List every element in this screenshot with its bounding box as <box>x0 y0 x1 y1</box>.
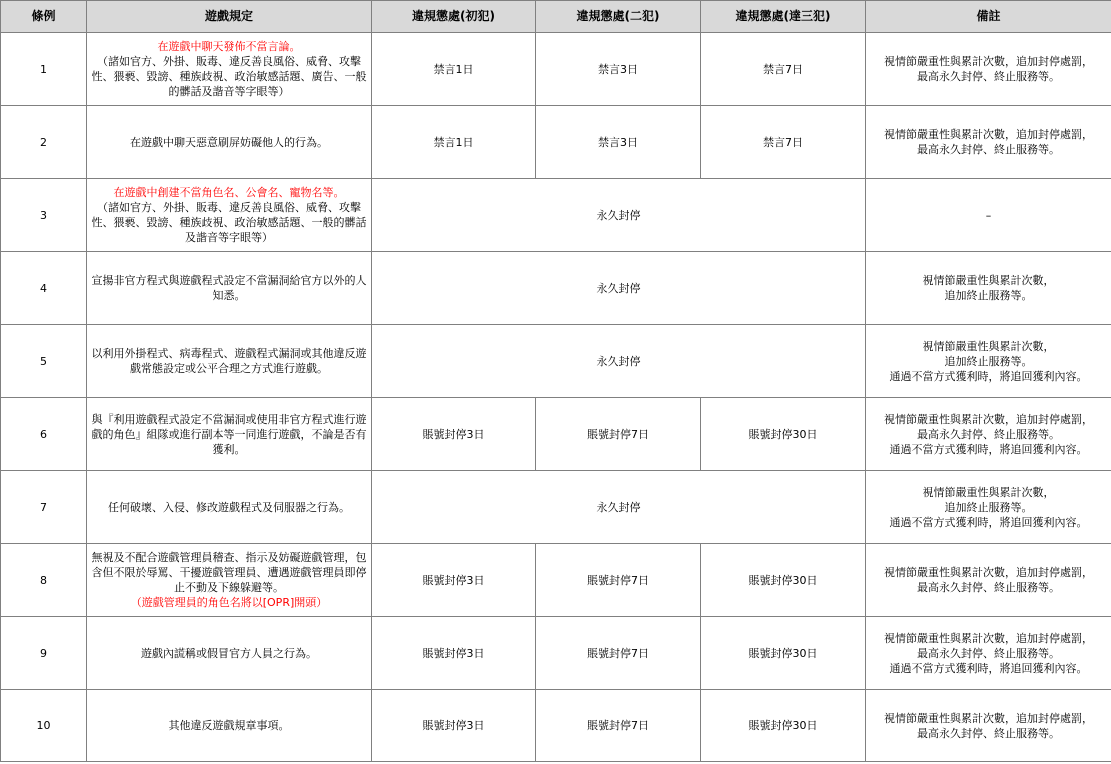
article-number: 9 <box>1 617 87 690</box>
rule-highlight: 在遊戲中聊天發佈不當言論。 <box>157 40 301 53</box>
note-line: 視情節嚴重性與累計次數， <box>922 339 1055 353</box>
note-cell <box>866 690 1111 762</box>
rule-text: 無視及不配合遊戲管理員稽查、指示及妨礙遊戲管理，包含但不限於辱罵、干擾遊戲管理員、遭遇遊戲管理員即停止不動及下線躲避等。 <box>91 551 367 594</box>
note-line: 視情節嚴重性與累計次數，追加封停處罰， <box>884 412 1093 426</box>
note-cell <box>866 252 1111 325</box>
penalty-first: 賬號封停3日 <box>372 398 536 471</box>
penalty-merged: 永久封停 <box>372 471 866 544</box>
note-cell <box>866 33 1111 106</box>
note-cell <box>866 617 1111 690</box>
note-line: 視情節嚴重性與累計次數，追加封停處罰， <box>884 55 1093 68</box>
header-penalty-first: 違規懲處(初犯) <box>372 1 536 33</box>
note-line: 最高永久封停、終止服務等。 <box>917 143 1060 156</box>
note-line: 視情節嚴重性與累計次數，追加封停處罰， <box>884 128 1093 141</box>
note-line: 通過不當方式獲利時，將追回獲利內容。 <box>889 515 1088 529</box>
penalty-first: 禁言1日 <box>372 33 536 106</box>
table-row <box>1 690 1111 762</box>
rule-highlight: （遊戲管理員的角色名將以[OPR]開頭） <box>130 596 328 609</box>
rule-highlight: 在遊戲中創建不當角色名、公會名、寵物名等。 <box>113 186 345 199</box>
rule-text: 與『利用遊戲程式設定不當漏洞或使用非官方程式進行遊戲的角色』組隊或進行副本等一同進行遊戲，不論是否有獲利。 <box>91 412 367 456</box>
penalty-merged: 永久封停 <box>372 325 866 398</box>
rule-text: 其他違反遊戲規章事項。 <box>168 719 290 732</box>
penalty-first: 賬號封停3日 <box>372 690 536 762</box>
table-row <box>1 106 1111 179</box>
rule-cell <box>87 471 372 544</box>
header-article: 條例 <box>1 1 87 33</box>
penalty-third: 禁言7日 <box>701 33 866 106</box>
note-line: 最高永久封停、終止服務等。 <box>917 646 1060 660</box>
header-penalty-second: 違規懲處(二犯) <box>536 1 701 33</box>
rule-text: 宣揚非官方程式與遊戲程式設定不當漏洞給官方以外的人知悉。 <box>91 274 367 302</box>
note-line: 視情節嚴重性與累計次數，追加封停處罰， <box>884 566 1093 579</box>
note-cell <box>866 471 1111 544</box>
header-rule: 遊戲規定 <box>87 1 372 33</box>
article-number: 1 <box>1 33 87 106</box>
table-row <box>1 471 1111 544</box>
note-line: 通過不當方式獲利時，將追回獲利內容。 <box>889 442 1088 456</box>
table-row <box>1 252 1111 325</box>
table-row <box>1 325 1111 398</box>
note-cell <box>866 325 1111 398</box>
note-line: 最高永久封停、終止服務等。 <box>917 581 1060 594</box>
comment-indicator-icon <box>866 179 867 184</box>
penalty-second: 賬號封停7日 <box>536 544 701 617</box>
rule-cell <box>87 398 372 471</box>
penalty-first: 賬號封停3日 <box>372 617 536 690</box>
penalty-first: 賬號封停3日 <box>372 544 536 617</box>
penalty-merged: 永久封停 <box>372 252 866 325</box>
rule-cell <box>87 252 372 325</box>
penalty-third: 禁言7日 <box>701 106 866 179</box>
penalty-third: 賬號封停30日 <box>701 544 866 617</box>
penalty-third: 賬號封停30日 <box>701 690 866 762</box>
table-row <box>1 398 1111 471</box>
rule-cell <box>87 690 372 762</box>
note-line: 視情節嚴重性與累計次數， <box>922 274 1055 287</box>
article-number: 5 <box>1 325 87 398</box>
rule-text: 遊戲內謊稱或假冒官方人員之行為。 <box>141 646 317 660</box>
header-row <box>1 1 1111 33</box>
note-line: 最高永久封停、終止服務等。 <box>917 726 1060 740</box>
article-number: 4 <box>1 252 87 325</box>
rule-cell <box>87 325 372 398</box>
rule-cell <box>87 544 372 617</box>
article-number: 10 <box>1 690 87 762</box>
article-number: 6 <box>1 398 87 471</box>
note-line: 最高永久封停、終止服務等。 <box>917 427 1060 441</box>
note-line: 通過不當方式獲利時，將追回獲利內容。 <box>889 661 1088 675</box>
note-line: 追加終止服務等。 <box>944 354 1033 368</box>
rule-text: （諸如官方、外掛、販毒、違反善良風俗、威脅、攻擊性、猥褻、毀謗、種族歧視、政治敏感話題、廣告、一般的髒話及諧音等字眼等） <box>91 55 367 98</box>
penalty-second: 禁言3日 <box>536 106 701 179</box>
article-number: 2 <box>1 106 87 179</box>
penalty-second: 賬號封停7日 <box>536 617 701 690</box>
penalty-second: 賬號封停7日 <box>536 398 701 471</box>
rule-text: （諸如官方、外掛、販毒、違反善良風俗、威脅、攻擊性、猥褻、毀謗、種族歧視、政治敏感話題、一般的髒話及諧音等字眼等） <box>91 201 367 244</box>
rule-cell <box>87 106 372 179</box>
penalty-merged: 永久封停 <box>372 179 866 252</box>
note-line: 追加終止服務等。 <box>944 289 1033 302</box>
note-cell <box>866 398 1111 471</box>
rule-cell <box>87 33 372 106</box>
note-line: 視情節嚴重性與累計次數，追加封停處罰， <box>884 631 1093 645</box>
header-penalty-third: 違規懲處(達三犯) <box>701 1 866 33</box>
article-number: 8 <box>1 544 87 617</box>
penalty-third: 賬號封停30日 <box>701 617 866 690</box>
rule-cell <box>87 617 372 690</box>
note-line: 通過不當方式獲利時，將追回獲利內容。 <box>889 369 1088 383</box>
header-note: 備註 <box>866 1 1111 33</box>
note-cell <box>866 544 1111 617</box>
table-row <box>1 617 1111 690</box>
note-line: 視情節嚴重性與累計次數，追加封停處罰， <box>884 711 1093 725</box>
penalty-third: 賬號封停30日 <box>701 398 866 471</box>
note-line: 視情節嚴重性與累計次數， <box>922 485 1055 499</box>
penalty-second: 禁言3日 <box>536 33 701 106</box>
note-line: – <box>985 208 992 222</box>
note-cell <box>866 179 1111 252</box>
note-line: 追加終止服務等。 <box>944 500 1033 514</box>
note-cell <box>866 106 1111 179</box>
article-number: 3 <box>1 179 87 252</box>
note-line: 最高永久封停、終止服務等。 <box>917 70 1060 83</box>
penalty-second: 賬號封停7日 <box>536 690 701 762</box>
penalty-first: 禁言1日 <box>372 106 536 179</box>
table-row <box>1 179 1111 252</box>
table-row <box>1 33 1111 106</box>
article-number: 7 <box>1 471 87 544</box>
table-row <box>1 544 1111 617</box>
rule-cell <box>87 179 372 252</box>
rule-text: 在遊戲中聊天惡意刷屏妨礙他人的行為。 <box>130 135 328 149</box>
rule-text: 以利用外掛程式、病毒程式、遊戲程式漏洞或其他違反遊戲常態設定或公平合理之方式進行遊戲。 <box>91 347 367 375</box>
rule-text: 任何破壞、入侵、修改遊戲程式及伺服器之行為。 <box>108 500 350 514</box>
